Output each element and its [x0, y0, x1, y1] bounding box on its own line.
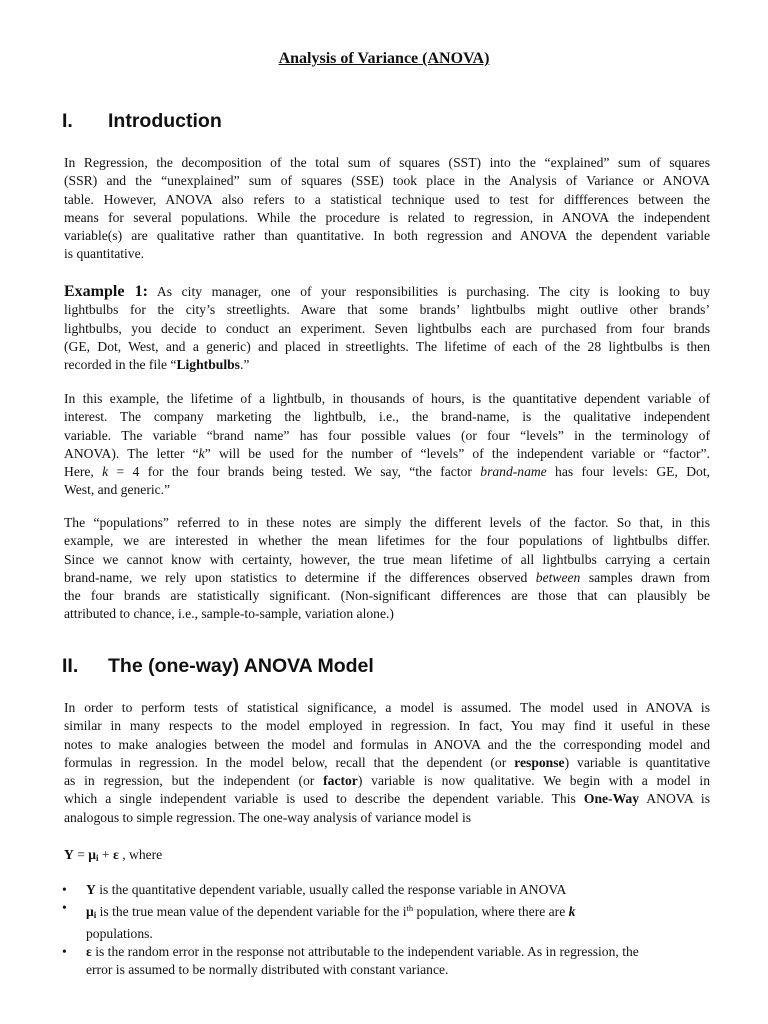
- text-span: = 4 for the four brands being tested. We say, “the factor: [108, 464, 481, 480]
- populations-paragraph: [64, 514, 710, 624]
- text-span: ANOVA is: [639, 791, 710, 807]
- text-span: ” will be used for the number of “levels” of the independent variable or “factor”.: [204, 445, 710, 461]
- mu-symbol: [88, 847, 98, 862]
- text-span: Here,: [64, 464, 103, 480]
- mu-symbol: [86, 904, 96, 919]
- example-paragraph: [64, 283, 710, 374]
- response-symbol: Y: [86, 882, 96, 897]
- text-span: , where: [118, 847, 163, 862]
- text-span: as in regression, but the independent (or: [64, 773, 324, 789]
- example-explanation-paragraph: [64, 390, 710, 500]
- text-line: (SSR) and the “unexplained” sum of squares (SSE) took place in the Analysis of Variance or ANOVA: [64, 173, 710, 189]
- filename-bold: Lightbulbs: [176, 357, 240, 373]
- text-span: formulas in regression. In the model below, recall that the dependent (or: [64, 754, 515, 770]
- text-line: error is assumed to be normally distributed with constant variance.: [86, 962, 449, 978]
- text-line: [86, 899, 710, 924]
- text-line: [64, 772, 710, 790]
- text-span: recorded in the file “: [64, 357, 177, 373]
- text-line: lightbulbs, you decide to conduct an experiment. Seven lightbulbs each are purchased from four brands: [64, 320, 710, 336]
- text-span: is the random error in the response not attributable to the independent variable. As in regression, the: [91, 943, 639, 959]
- text-line: [86, 881, 710, 899]
- text-line: [64, 569, 710, 587]
- text-span: brand-name, we rely upon statistics to determine if the differences observed: [64, 569, 536, 585]
- text-line: In this example, the lifetime of a lightbulb, in thousands of hours, is the quantitative dependent variable of: [64, 391, 710, 406]
- section-number: I.: [62, 110, 73, 132]
- section-heading-introduction: [62, 110, 222, 133]
- text-line: means for several populations. While the procedure is related to regression, in ANOVA the independent: [64, 209, 710, 225]
- model-terms-list: [62, 881, 710, 979]
- text-span: which a single independent variable is used to describe the dependent variable. This: [64, 791, 584, 807]
- list-item: [62, 881, 710, 899]
- text-span: ) variable is now qualitative. We begin with a model in: [357, 773, 710, 789]
- text-span: is the quantitative dependent variable, usually called the response variable in ANOVA: [95, 882, 567, 897]
- bold-term: factor: [323, 773, 358, 789]
- text-line: In Regression, the decomposition of the total sum of squares (SST) into the “explained” sum of squares: [64, 155, 710, 170]
- text-line: [64, 754, 710, 772]
- mu-glyph: μ: [86, 904, 94, 920]
- italic-term: between: [535, 569, 581, 585]
- text-line: the four brands are statistically significant. (Non-significant differences are those that can plausibly be: [64, 588, 710, 604]
- document-title: Analysis of Variance (ANOVA): [278, 50, 490, 67]
- text-line: [64, 356, 710, 374]
- bold-term: response: [514, 754, 565, 770]
- variable-k: k: [198, 445, 205, 461]
- text-line: analogous to simple regression. The one-way analysis of variance model is: [64, 809, 472, 825]
- subscript-i: i: [96, 853, 99, 863]
- text-line: [64, 445, 710, 463]
- epsilon-symbol: ε: [86, 943, 92, 959]
- section-title: Introduction: [108, 110, 222, 132]
- equation-line: [64, 846, 710, 867]
- text-line: interest. The company marketing the lightbulb, i.e., the brand-name, is the qualitative independent: [64, 409, 710, 425]
- text-line: similar in many respects to the model employed in regression. In fact, You may find it useful in these: [64, 718, 710, 734]
- text-line: lightbulbs for the city’s streetlights. Aware that some brands’ lightbulbs might outlive other brands’: [64, 302, 710, 318]
- response-symbol: Y: [64, 847, 74, 862]
- model-paragraph: [64, 699, 710, 827]
- mu-glyph: μ: [88, 847, 97, 862]
- text-line: example, we are interested in whether the mean lifetimes for the four populations of lightbulbs differ.: [64, 533, 710, 549]
- text-line: populations.: [86, 925, 153, 941]
- text-line: Since we cannot know with certainty, however, the true mean lifetime of all lightbulbs carrying a certain: [64, 551, 710, 567]
- text-span: +: [98, 847, 113, 862]
- text-line: table. However, ANOVA also refers to a statistical technique used to test for diffferences between the: [64, 191, 710, 207]
- text-line: (GE, Dot, West, and a generic) and placed in streetlights. The lifetime of each of the 28 lightbulbs is then: [64, 338, 710, 354]
- list-item: [62, 943, 710, 980]
- text-span: ) variable is quantitative: [564, 754, 710, 770]
- text-line: variable(s) are qualitative rather than quantitative. In both regression and ANOVA the dependent variable: [64, 228, 710, 244]
- subscript-i: i: [93, 910, 97, 921]
- text-line: [64, 283, 710, 301]
- section-number: II.: [62, 655, 79, 677]
- text-line: variable. The variable “brand name” has four possible values (or four “levels” in the terminology of: [64, 427, 710, 443]
- variable-k: k: [568, 904, 576, 920]
- intro-paragraph: [64, 154, 710, 264]
- text-line: [86, 943, 710, 961]
- text-line: West, and generic.”: [64, 482, 171, 498]
- text-line: In order to perform tests of statistical significance, a model is assumed. The model used in ANOVA is: [64, 700, 710, 715]
- text-line: The “populations” referred to in these notes are simply the different levels of the factor. So that, in this: [64, 515, 710, 530]
- section-title: The (one-way) ANOVA Model: [108, 655, 374, 677]
- bullet-icon: •: [62, 943, 67, 959]
- example-text: As city manager, one of your responsibilities is purchasing. The city is looking to buy: [156, 284, 710, 299]
- text-span: ANOVA). The letter “: [64, 445, 199, 461]
- bullet-icon: •: [62, 900, 67, 916]
- text-line: notes to make analogies between the model and formulas in ANOVA and the the corresponding model and: [64, 736, 710, 752]
- text-span: has four levels: GE, Dot,: [546, 464, 710, 480]
- text-line: [64, 790, 710, 808]
- text-span: samples drawn from: [580, 569, 710, 585]
- list-item: [62, 899, 710, 943]
- epsilon-symbol: ε: [113, 847, 119, 862]
- text-line: is quantitative.: [64, 246, 145, 262]
- section-heading-anova-model: [62, 655, 374, 678]
- example-label: Example 1:: [64, 283, 149, 300]
- variable-k: k: [102, 464, 109, 480]
- text-line: [64, 463, 710, 481]
- model-equation: [64, 846, 710, 867]
- text-span: .”: [239, 357, 250, 373]
- bullet-icon: •: [62, 882, 67, 897]
- text-span: population, where there are: [413, 904, 569, 920]
- text-span: =: [73, 847, 89, 862]
- italic-term: brand-name: [480, 464, 547, 480]
- bold-term: One-Way: [583, 791, 640, 807]
- text-span: is the true mean value of the dependent variable for the i: [96, 904, 407, 920]
- superscript-th: th: [406, 903, 414, 914]
- text-line: attributed to chance, i.e., sample-to-sample, variation alone.): [64, 606, 394, 622]
